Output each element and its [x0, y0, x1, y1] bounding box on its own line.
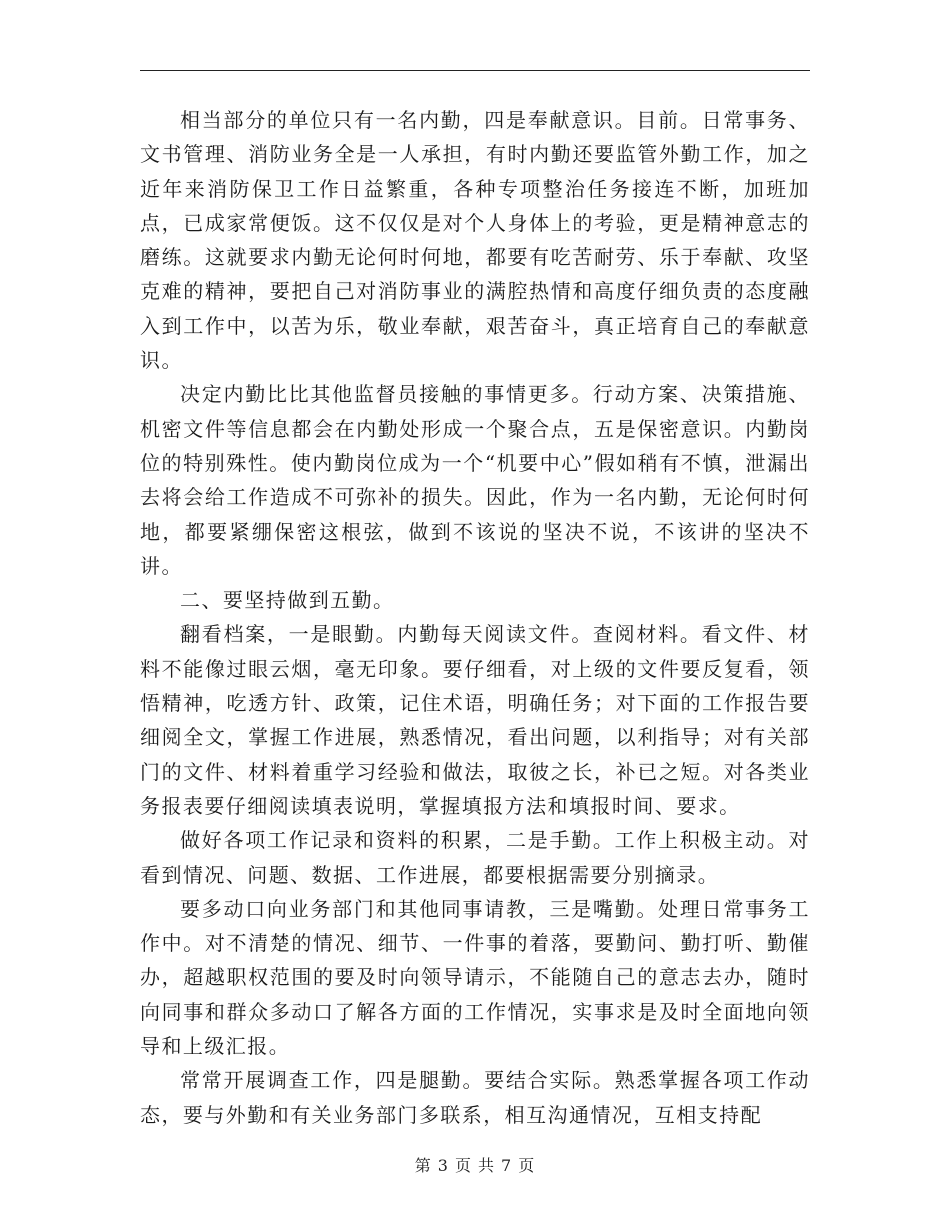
footer-total-word: 共	[478, 1156, 496, 1175]
paragraph-leg-diligence: 常常开展调查工作，四是腿勤。要结合实际。熟悉掌握各项工作动态，要与外勤和有关业务部门多联系，相互沟通情况，互相支持配	[140, 1068, 810, 1127]
paragraph-confidentiality: 决定内勤比比其他监督员接触的事情更多。行动方案、决策措施、机密文件等信息都会在内勤处形成一个聚合点，五是保密意识。内勤岗位的特别殊性。使内勤岗位成为一个“机要中心”假如稍有不慎，泄漏出去将会给工作造成不可弥补的损失。因此，作为一名内勤，无论何时何地，都要紧绷保密这根弦，做到不该说的坚决不说，不该讲的坚决不讲。	[140, 382, 810, 578]
document-body	[140, 103, 810, 1132]
section-heading-five-diligences: 二、要坚持做到五勤。	[180, 588, 395, 613]
footer-suffix: 页	[518, 1156, 536, 1175]
footer-total-pages: 7	[501, 1156, 513, 1175]
paragraph-dedication: 相当部分的单位只有一名内勤，四是奉献意识。目前。日常事务、文书管理、消防业务全是一人承担，有时内勤还要监管外勤工作，加之近年来消防保卫工作日益繁重，各种专项整治任务接连不断，加班加点，已成家常便饭。这不仅仅是对个人身体上的考验，更是精神意志的磨练。这就要求内勤无论何时何地，都要有吃苦耐劳、乐于奉献、攻坚克难的精神，要把自己对消防事业的满腔热情和高度仔细负责的态度融入到工作中，以苦为乐，敬业奉献，艰苦奋斗，真正培育自己的奉献意识。	[140, 108, 810, 373]
paragraph-hand-diligence: 做好各项工作记录和资料的积累，二是手勤。工作上积极主动。对看到情况、问题、数据、工作进展，都要根据需要分别摘录。	[140, 828, 810, 887]
paragraph-mouth-diligence: 要多动口向业务部门和其他同事请教，三是嘴勤。处理日常事务工作中。对不清楚的情况、细节、一件事的着落，要勤问、勤打听、勤催办，超越职权范围的要及时向领导请示，不能随自己的意志去办，随时向同事和群众多动口了解各方面的工作情况，实事求是及时全面地向领导和上级汇报。	[140, 896, 810, 1059]
footer-page-word: 页	[454, 1156, 472, 1175]
footer-prefix: 第	[414, 1156, 432, 1175]
page-footer	[0, 1153, 950, 1176]
paragraph-eye-diligence: 翻看档案，一是眼勤。内勤每天阅读文件。查阅材料。看文件、材料不能像过眼云烟，毫无印象。要仔细看，对上级的文件要反复看，领悟精神，吃透方针、政策，记住术语，明确任务；对下面的工作报告要细阅全文，掌握工作进展，熟悉情况，看出问题，以利指导；对有关部门的文件、材料着重学习经验和做法，取彼之长，补已之短。对各类业务报表要仔细阅读填表说明，掌握填报方法和填报时间、要求。	[140, 622, 810, 818]
header-rule	[140, 70, 810, 71]
footer-current-page: 3	[437, 1156, 449, 1175]
